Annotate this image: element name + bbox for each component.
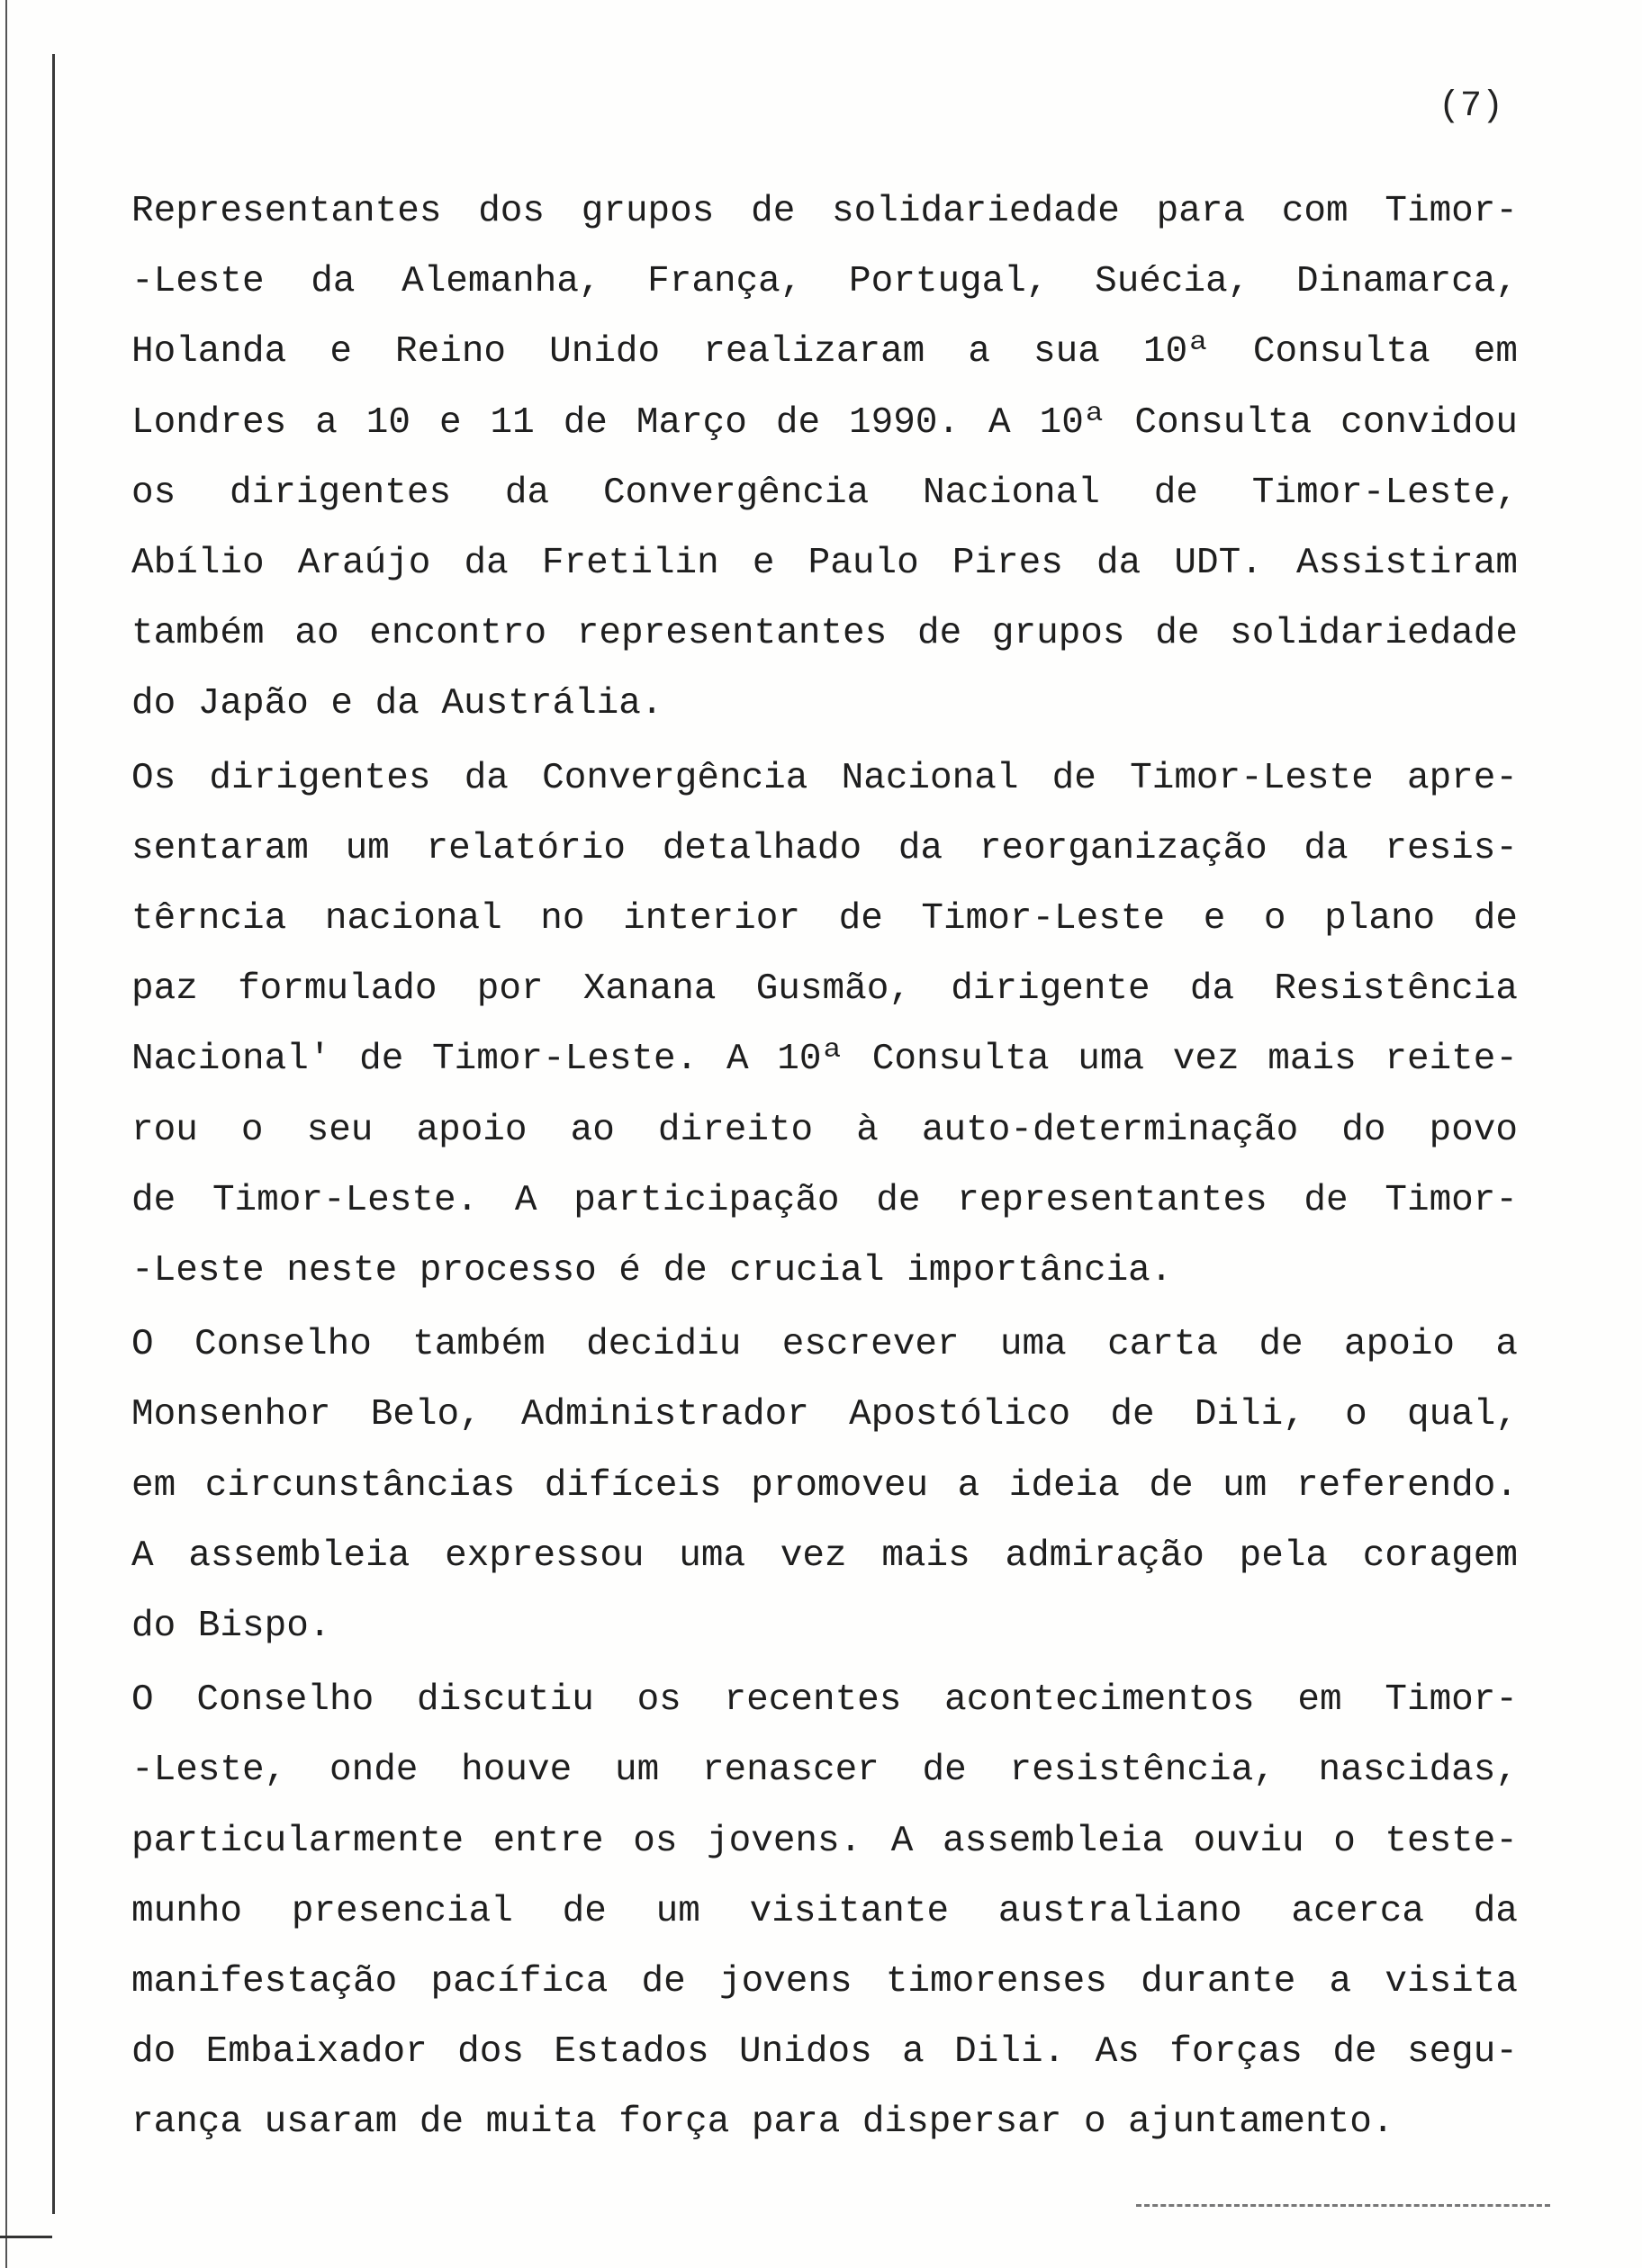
text-line: rança usaram de muita força para dispersar o ajuntamento. bbox=[131, 2102, 1394, 2144]
text-line: Holanda e Reino Unido realizaram a sua 10ª Consulta em bbox=[131, 331, 1518, 374]
text-line: O Conselho também decidiu escrever uma carta de apoio a bbox=[131, 1324, 1518, 1366]
paragraph bbox=[131, 1310, 1518, 1661]
text-line: de Timor-Leste. A participação de representantes de Timor- bbox=[131, 1179, 1518, 1221]
text-line: Os dirigentes da Convergência Nacional de Timor-Leste apre- bbox=[131, 757, 1518, 799]
text-line: manifestação pacífica de jovens timorenses durante a visita bbox=[131, 1961, 1518, 2003]
text-line: Abílio Araújo da Fretilin e Paulo Pires da UDT. Assistiram bbox=[131, 543, 1518, 585]
margin-rule bbox=[52, 54, 55, 2214]
text-line: paz formulado por Xanana Gusmão, dirigente da Resistência bbox=[131, 968, 1518, 1011]
text-line: particularmente entre os jovens. A assembleia ouviu o teste- bbox=[131, 1820, 1518, 1862]
footer-dash-line bbox=[1136, 2204, 1550, 2207]
text-line: O Conselho discutiu os recentes acontecimentos em Timor- bbox=[131, 1679, 1518, 1722]
text-line: em circunstâncias difíceis promoveu a ideia de um referendo. bbox=[131, 1464, 1518, 1507]
text-line: Nacional' de Timor-Leste. A 10ª Consulta uma vez mais reite- bbox=[131, 1039, 1518, 1081]
text-line: -Leste, onde houve um renascer de resistência, nascidas, bbox=[131, 1750, 1518, 1792]
text-line: Representantes dos grupos de solidariedade para com Timor- bbox=[131, 191, 1518, 232]
text-line: têrncia nacional no interior de Timor-Leste e o plano de bbox=[131, 898, 1518, 940]
margin-tick bbox=[0, 2236, 52, 2238]
paragraph bbox=[131, 743, 1518, 1307]
paragraph bbox=[131, 1665, 1518, 2157]
body-text bbox=[131, 176, 1518, 2162]
text-line: também ao encontro representantes de grupos de solidariedade bbox=[131, 613, 1518, 655]
text-line: -Leste da Alemanha, França, Portugal, Suécia, Dinamarca, bbox=[131, 261, 1518, 303]
text-line: Londres a 10 e 11 de Março de 1990. A 10ª Consulta convidou bbox=[131, 401, 1518, 444]
text-line: do Bispo. bbox=[131, 1606, 331, 1648]
text-line: os dirigentes da Convergência Nacional de Timor-Leste, bbox=[131, 472, 1518, 514]
page-number: (7) bbox=[1439, 86, 1504, 127]
scan-edge-line bbox=[5, 0, 7, 2268]
text-line: Monsenhor Belo, Administrador Apostólico de Dili, o qual, bbox=[131, 1394, 1518, 1436]
text-line: do Embaixador dos Estados Unidos a Dili. As forças de segu- bbox=[131, 2031, 1518, 2074]
text-line: do Japão e da Austrália. bbox=[131, 683, 663, 725]
text-line: -Leste neste processo é de crucial importância. bbox=[131, 1250, 1173, 1292]
text-line: rou o seu apoio ao direito à auto-determinação do povo bbox=[131, 1109, 1518, 1151]
text-line: A assembleia expressou uma vez mais admiração pela coragem bbox=[131, 1534, 1518, 1577]
text-line: sentaram um relatório detalhado da reorganização da resis- bbox=[131, 827, 1518, 869]
text-line: munho presencial de um visitante australiano acerca da bbox=[131, 1890, 1518, 1932]
paragraph bbox=[131, 176, 1518, 740]
